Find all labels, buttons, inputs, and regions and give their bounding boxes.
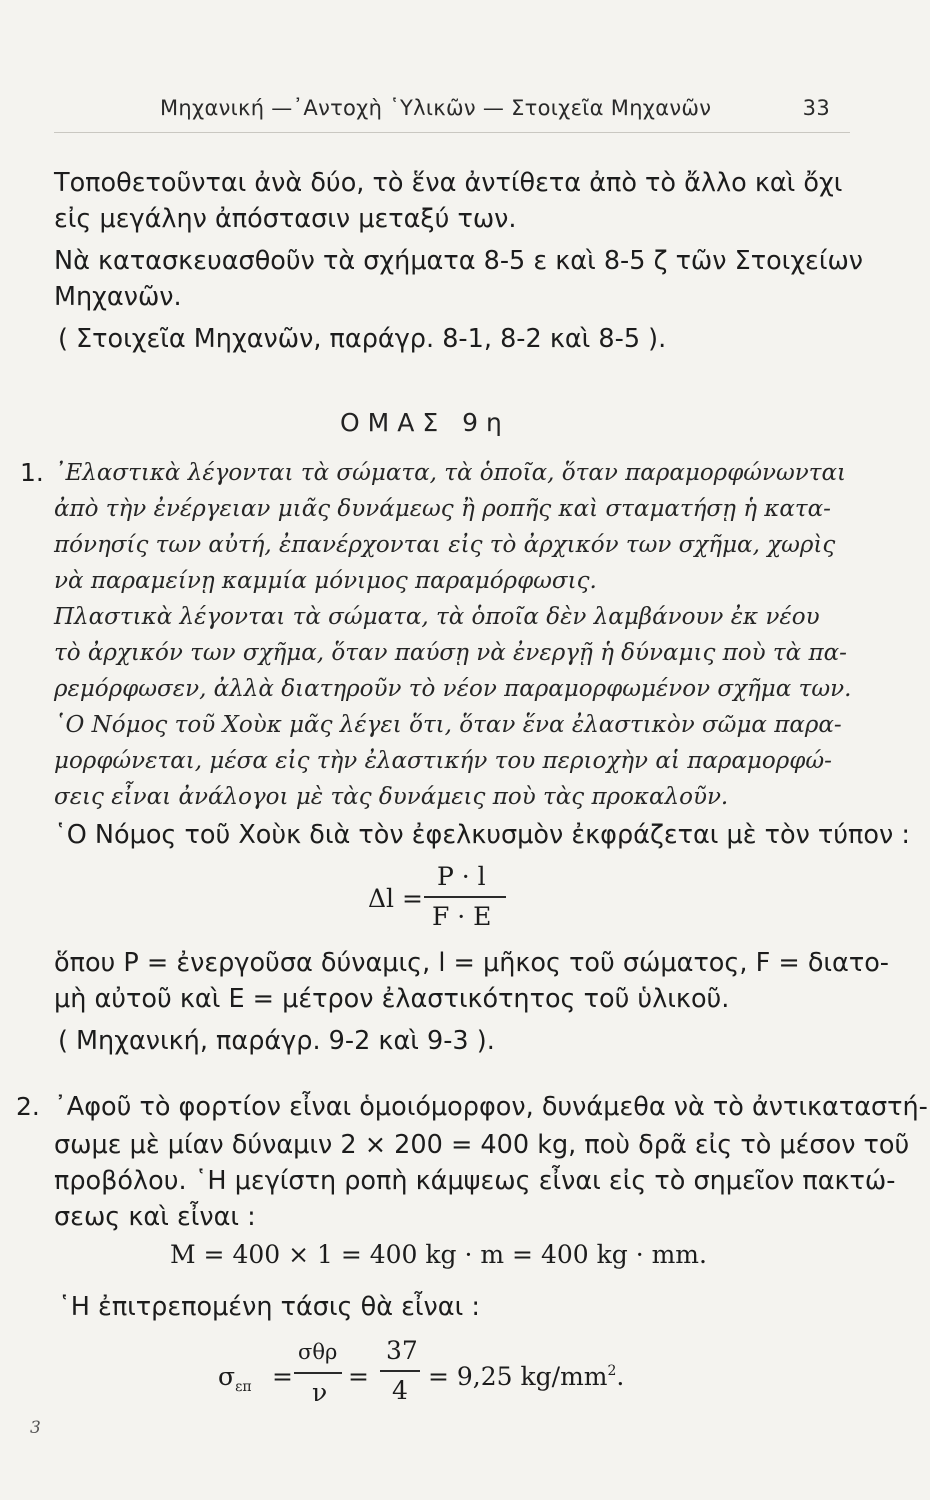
stress-denominator-2: 4 [392,1376,408,1405]
item-1-number: 1. [20,458,44,487]
running-header [160,96,830,120]
item-1-line-7: ρεμόρφωσεν, ἀλλὰ διατηροῦν τὸ νέον παραμορφωμένον σχῆμα των. [54,676,852,702]
intro-line-2: εἰς μεγάλην ἀπόστασιν μεταξύ των. [54,204,517,234]
formula-numerator: P · l [437,862,486,891]
stress-fraction-bar-2 [380,1370,420,1372]
stress-fraction-bar-1 [294,1372,342,1374]
item-1-line-6: τὸ ἀρχικόν των σχῆμα, ὅταν παύσῃ νὰ ἐνεργῇ ἡ δύναμις ποὺ τὰ πα- [54,640,847,666]
intro-line-4: Μηχανῶν. [54,282,182,312]
item-1-line-2: ἀπὸ τὴν ἐνέργειαν μιᾶς δυνάμεως ἢ ροπῆς καὶ σταματήσῃ ἡ κατα- [54,496,831,522]
intro-line-1: Τοποθετοῦνται ἀνὰ δύο, τὸ ἕνα ἀντίθετα ἀπὸ τὸ ἄλλο καὶ ὄχι [54,168,843,198]
where-line-2: μὴ αὐτοῦ καὶ E = μέτρον ἐλαστικότητος τοῦ ὑλικοῦ. [54,984,730,1014]
item-1-line-3: πόνησίς των αὐτή, ἐπανέρχονται εἰς τὸ ἀρχικόν των σχῆμα, χωρὶς [54,532,836,558]
hooke-intro: ῾Ο Νόμος τοῦ Χοὺκ διὰ τὸν ἐφελκυσμὸν ἐκφράζεται μὲ τὸν τύπον : [54,820,910,850]
item-1-line-5: Πλαστικὰ λέγονται τὰ σώματα, τὰ ὁποῖα δὲν λαμβάνουν ἐκ νέου [54,604,820,630]
item-1-line-9: μορφώνεται, μέσα εἰς τὴν ἐλαστικήν του περιοχὴν αἱ παραμορφώ- [54,748,832,774]
item-1-line-10: σεις εἶναι ἀνάλογοι μὲ τὰς δυνάμεις ποὺ τὰς προκαλοῦν. [54,784,729,810]
stress-result-exponent: 2 [607,1363,617,1379]
stress-numerator-2: 37 [386,1336,418,1365]
item-1-line-8: ῾Ο Νόμος τοῦ Χοὺκ μᾶς λέγει ὅτι, ὅταν ἕνα ἐλαστικὸν σῶμα παρα- [54,712,842,738]
item-2-line-1: ᾿Αφοῦ τὸ φορτίον εἶναι ὁμοιόμορφον, δυνάμεθα νὰ τὸ ἀντικαταστή- [54,1092,928,1122]
header-rule [54,132,850,133]
item-1-line-1: ᾿Ελαστικὰ λέγονται τὰ σώματα, τὰ ὁποῖα, ὅταν παραμορφώνωνται [54,460,847,486]
stress-lhs [218,1362,252,1395]
stress-equals-2: = [348,1362,369,1391]
where-line-1: ὅπου P = ἐνεργοῦσα δύναμις, l = μῆκος τοῦ σώματος, F = διατο- [54,948,890,978]
stress-result-period: . [616,1362,625,1391]
item-2-line-3: προβόλου. ῾Η μεγίστη ροπὴ κάμψεως εἶναι εἰς τὸ σημεῖον πακτώ- [54,1166,896,1196]
moment-equation: M = 400 × 1 = 400 kg · m = 400 kg · mm. [170,1240,707,1269]
item-2-number: 2. [16,1092,40,1121]
intro-reference: ( Στοιχεῖα Μηχανῶν, παράγρ. 8-1, 8-2 καὶ 8-5 ). [58,324,667,354]
stress-sigma-subscript: επ [235,1379,252,1395]
item-1-line-4: νὰ παραμείνῃ καμμία μόνιμος παραμόρφωσις. [54,568,597,594]
header-title: Μηχανική —᾿Αντοχὴ ῾Υλικῶν — Στοιχεῖα Μηχανῶν [160,96,712,120]
item-2-line-2: σωμε μὲ μίαν δύναμιν 2 × 200 = 400 kg, ποὺ δρᾶ εἰς τὸ μέσον τοῦ [54,1130,910,1160]
formula-fraction-bar [424,896,506,898]
stress-intro: ῾Η ἐπιτρεπομένη τάσις θὰ εἶναι : [58,1292,480,1322]
stress-sigma: σ [218,1362,236,1391]
formula-lhs: Δl = [368,884,423,913]
intro-line-3: Νὰ κατασκευασθοῦν τὰ σχήματα 8-5 ε καὶ 8-5 ζ τῶν Στοιχείων [54,246,864,276]
stress-equals-1: = [272,1362,293,1391]
formula-denominator: F · E [432,902,492,931]
page-number: 33 [802,96,830,120]
stress-result [428,1362,624,1391]
stress-denominator-1: ν [312,1378,328,1407]
item-2-line-4: σεως καὶ εἶναι : [54,1202,256,1232]
stress-result-value: = 9,25 kg/mm [428,1362,608,1391]
stress-numerator-1: σθρ [298,1340,338,1364]
footer-signature-mark: 3 [30,1418,41,1438]
group-title: ΟΜΑΣ 9η [340,408,510,437]
item-1-reference: ( Μηχανική, παράγρ. 9-2 καὶ 9-3 ). [58,1026,495,1056]
